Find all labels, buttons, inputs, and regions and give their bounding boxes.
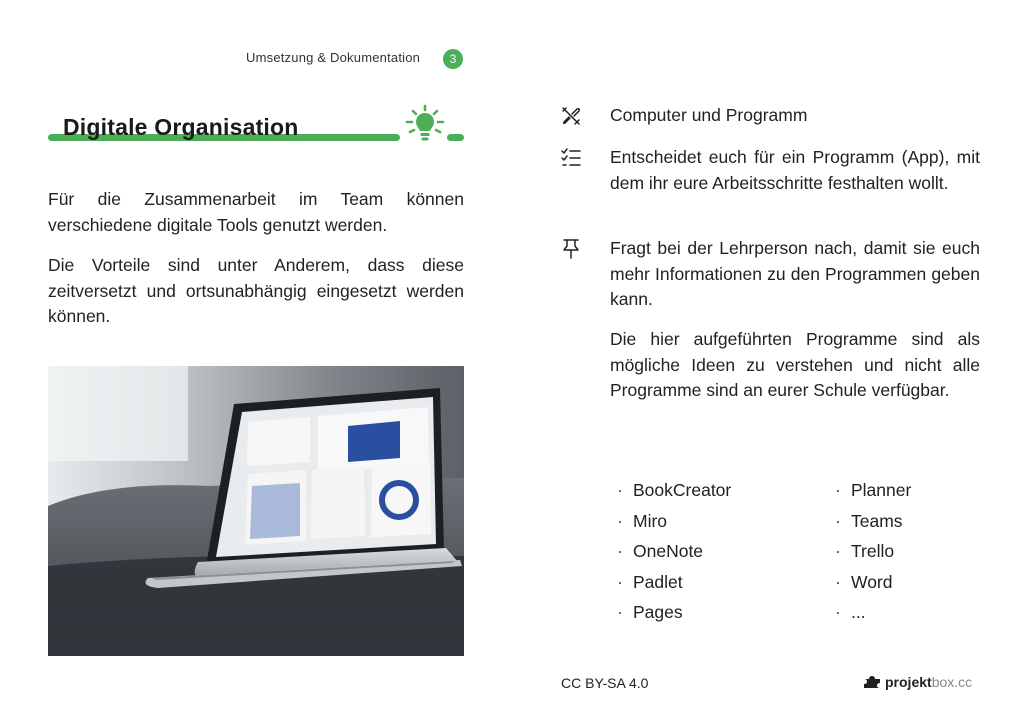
lightbulb-icon <box>404 104 446 144</box>
choose-program-text: Entscheidet euch für ein Programm (App), mit dem ihr eure Arbeitsschritte festhalten wollt. <box>610 147 980 193</box>
list-item: · OneNote <box>617 541 704 561</box>
list-item: · Pages <box>617 602 683 622</box>
list-item: · Padlet <box>617 571 683 592</box>
list-item: · Teams <box>835 510 903 531</box>
list-item: · Trello <box>835 541 895 561</box>
computer-program-heading: Computer und Programm <box>610 105 808 125</box>
license-label: CC BY-SA 4.0 <box>561 675 649 691</box>
programs-note: Die hier aufgeführten Programme sind als mögliche Ideen zu verstehen und nicht alle Programme sind an eurer Schule verfügbar. <box>610 329 980 400</box>
program-list-right <box>835 475 911 628</box>
page-number-badge: 3 <box>443 49 463 69</box>
puzzle-icon <box>863 675 881 689</box>
list-item: · BookCreator <box>617 480 732 500</box>
checklist-icon <box>560 147 582 169</box>
list-item: · ... <box>835 602 866 622</box>
advantages-paragraph: Die Vorteile sind unter Anderem, dass diese zeitversetzt und ortsunabhängig eingesetzt werden können. <box>48 255 464 326</box>
ask-teacher-text: Fragt bei der Lehrperson nach, damit sie euch mehr Informationen zu den Programmen geben kann. <box>610 238 980 309</box>
laptop-photo <box>48 366 464 656</box>
brand-logo: projektbox.cc <box>863 674 972 690</box>
pin-icon <box>560 238 582 260</box>
page-title: Digitale Organisation <box>63 114 299 140</box>
intro-paragraph: Für die Zusammenarbeit im Team können verschiedene digitale Tools genutzt werden. <box>48 189 464 235</box>
list-item: · Miro <box>617 510 668 531</box>
list-item: · Planner <box>835 480 912 500</box>
tools-icon <box>560 105 582 127</box>
title-underline-end <box>447 134 464 141</box>
header-label: Umsetzung & Dokumentation <box>246 50 421 65</box>
program-list-left <box>617 475 731 628</box>
list-item: · Word <box>835 571 893 592</box>
